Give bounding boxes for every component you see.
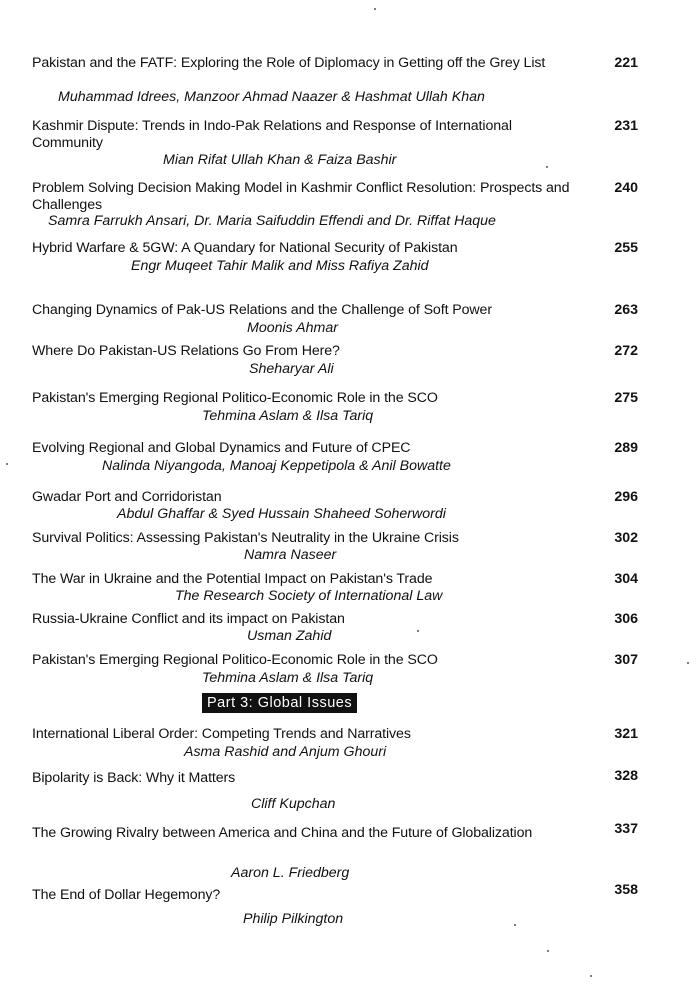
entry-title: Bipolarity is Back: Why it Matters bbox=[32, 770, 236, 786]
entry-author: Nalinda Niyangoda, Manoaj Keppetipola & Anil Bowatte bbox=[102, 458, 451, 474]
entry-title: Evolving Regional and Global Dynamics and Future of CPEC bbox=[32, 440, 411, 456]
entry-author: The Research Society of International Law bbox=[175, 588, 443, 604]
entry-author: Samra Farrukh Ansari, Dr. Maria Saifuddin Effendi and Dr. Riffat Haque bbox=[48, 213, 496, 229]
entry-author: Philip Pilkington bbox=[243, 911, 344, 927]
entry-title: The End of Dollar Hegemony? bbox=[32, 887, 221, 903]
entry-page-number: 328 bbox=[614, 768, 638, 784]
scan-speck bbox=[546, 166, 548, 168]
entry-title: International Liberal Order: Competing Trends and Narratives bbox=[32, 726, 411, 742]
entry-page-number: 358 bbox=[614, 882, 638, 898]
entry-title: Survival Politics: Assessing Pakistan's Neutrality in the Ukraine Crisis bbox=[32, 530, 459, 546]
entry-title: The Growing Rivalry between America and China and the Future of Globalization bbox=[32, 825, 533, 841]
entry-page-number: 221 bbox=[614, 55, 638, 71]
part-heading: Part 3: Global Issues bbox=[202, 693, 357, 713]
scan-speck bbox=[374, 8, 376, 10]
entry-author: Mian Rifat Ullah Khan & Faiza Bashir bbox=[163, 152, 397, 168]
entry-title: Problem Solving Decision Making Model in Kashmir Conflict Resolution: Prospects and Challenges bbox=[32, 180, 570, 213]
entry-page-number: 263 bbox=[614, 302, 638, 318]
entry-page-number: 289 bbox=[614, 440, 638, 456]
entry-title: Pakistan's Emerging Regional Politico-Economic Role in the SCO bbox=[32, 390, 438, 406]
entry-author: Namra Naseer bbox=[244, 547, 337, 563]
entry-author: Aaron L. Friedberg bbox=[231, 865, 350, 881]
entry-title: Pakistan and the FATF: Exploring the Role of Diplomacy in Getting off the Grey List bbox=[32, 55, 546, 71]
entry-page-number: 296 bbox=[614, 489, 638, 505]
scan-speck bbox=[6, 463, 8, 465]
entry-page-number: 307 bbox=[614, 652, 638, 668]
entry-author: Muhammad Idrees, Manzoor Ahmad Naazer & Hashmat Ullah Khan bbox=[58, 89, 485, 105]
scan-speck bbox=[514, 924, 516, 926]
entry-page-number: 302 bbox=[614, 530, 638, 546]
entry-title: Where Do Pakistan-US Relations Go From Here? bbox=[32, 343, 340, 359]
entry-page-number: 275 bbox=[614, 390, 638, 406]
entry-page-number: 231 bbox=[614, 118, 638, 134]
entry-author: Cliff Kupchan bbox=[251, 796, 336, 812]
entry-page-number: 304 bbox=[614, 571, 638, 587]
entry-title: Kashmir Dispute: Trends in Indo-Pak Relations and Response of International Community bbox=[32, 118, 512, 151]
entry-author: Asma Rashid and Anjum Ghouri bbox=[184, 744, 387, 760]
entry-title: Hybrid Warfare & 5GW: A Quandary for National Security of Pakistan bbox=[32, 240, 458, 256]
entry-author: Tehmina Aslam & Ilsa Tariq bbox=[202, 408, 374, 424]
entry-title: Changing Dynamics of Pak-US Relations and the Challenge of Soft Power bbox=[32, 302, 492, 318]
entry-author: Moonis Ahmar bbox=[247, 320, 338, 336]
scan-speck bbox=[590, 975, 592, 977]
entry-author: Engr Muqeet Tahir Malik and Miss Rafiya Zahid bbox=[131, 258, 429, 274]
scan-speck bbox=[417, 630, 419, 632]
entry-author: Tehmina Aslam & Ilsa Tariq bbox=[202, 670, 374, 686]
entry-page-number: 272 bbox=[614, 343, 638, 359]
entry-page-number: 255 bbox=[614, 240, 638, 256]
entry-author: Usman Zahid bbox=[247, 628, 332, 644]
scan-speck bbox=[687, 662, 689, 664]
entry-author: Sheharyar Ali bbox=[249, 361, 334, 377]
entry-page-number: 240 bbox=[614, 180, 638, 196]
entry-page-number: 321 bbox=[614, 726, 638, 742]
entry-title: Russia-Ukraine Conflict and its impact on Pakistan bbox=[32, 611, 345, 627]
entry-title: The War in Ukraine and the Potential Impact on Pakistan's Trade bbox=[32, 571, 433, 587]
entry-page-number: 337 bbox=[614, 821, 638, 837]
entry-title: Pakistan's Emerging Regional Politico-Economic Role in the SCO bbox=[32, 652, 438, 668]
entry-title: Gwadar Port and Corridoristan bbox=[32, 489, 222, 505]
entry-author: Abdul Ghaffar & Syed Hussain Shaheed Soherwordi bbox=[117, 506, 446, 522]
scan-speck bbox=[547, 950, 549, 952]
entry-page-number: 306 bbox=[614, 611, 638, 627]
